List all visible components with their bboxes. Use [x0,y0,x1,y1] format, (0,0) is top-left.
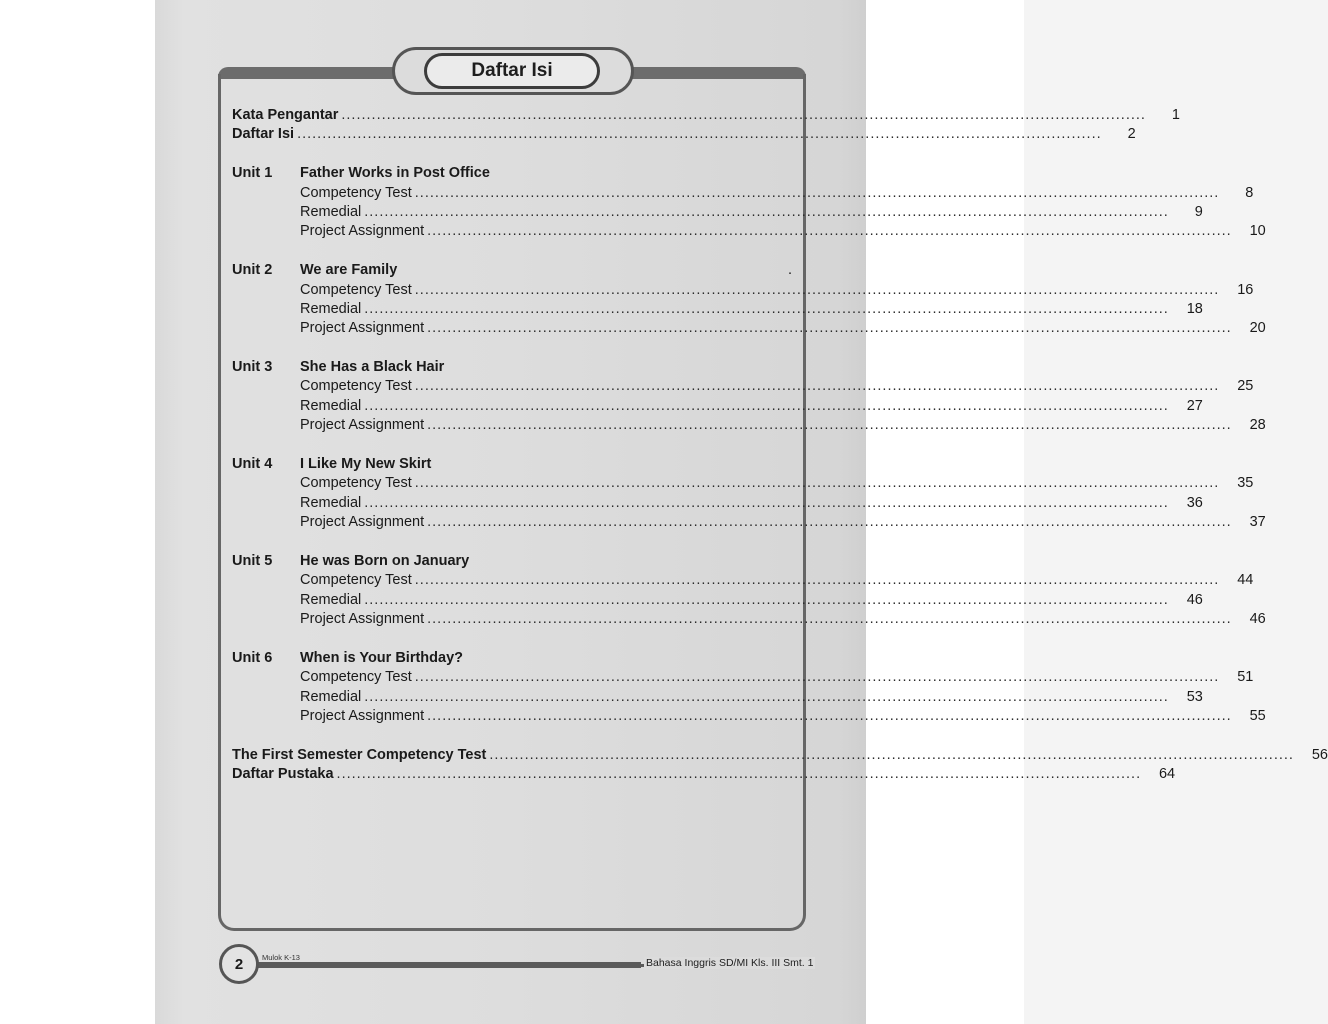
entry-title: Daftar Isi [232,126,295,143]
leader-dots: ................................................................................................................................................................ [414,281,1220,298]
leader-dots: ................................................................................................................................................................ [427,514,1232,531]
page-number: 64 [1158,766,1176,783]
page-number: 8 [1245,184,1254,201]
entry-title: The First Semester Competency Test [232,746,487,763]
entry-title: Competency Test [300,281,412,298]
toc-entry-front [232,106,1180,125]
unit-title: I Like My New Skirt [300,456,432,473]
toc-entry [232,591,1203,610]
toc-entry [232,377,1254,396]
entry-title: Project Assignment [300,417,425,434]
entry-title: Remedial [300,203,362,220]
unit-title: We are Family [300,262,398,279]
page-number: 25 [1237,378,1254,395]
toc-entry [232,610,1266,629]
entry-title: Competency Test [300,669,412,686]
entry-title: Project Assignment [300,611,425,628]
page-number: 53 [1186,688,1203,705]
page-number: 1 [1171,107,1180,123]
entry-title: Competency Test [300,572,412,589]
leader-dots: ................................................................................................................................................................ [427,611,1232,628]
toc-entry [232,281,1254,300]
unit-heading [232,455,792,474]
unit-label: Unit 1 [232,165,273,182]
entry-title: Remedial [300,300,362,317]
page-title: Daftar Isi [424,53,600,89]
toc-entry [232,513,1266,532]
entry-title: Kata Pengantar [232,107,339,123]
entry-title: Project Assignment [300,708,425,725]
left-margin [0,0,155,1024]
footer-rule [256,962,641,968]
page-number: 46 [1186,591,1203,608]
unit-heading [232,552,792,571]
unit-label: Unit 4 [232,456,273,473]
unit-marker: . [787,262,792,279]
leader-dots: ................................................................................................................................................................ [414,378,1220,395]
leader-dots: ................................................................................................................................................................ [364,300,1169,317]
toc-entry-back [232,765,1176,784]
leader-dots: ................................................................................................................................................................ [364,494,1169,511]
entry-title: Remedial [300,494,362,511]
toc-entry [232,184,1254,203]
page-number: 44 [1237,572,1254,589]
unit-label: Unit 6 [232,649,273,666]
unit-label: Unit 2 [232,262,273,279]
toc-entry [232,397,1203,416]
page-number: 56 [1311,746,1328,763]
unit-block [232,261,1266,339]
leader-dots: ................................................................................................................................................................ [414,572,1220,589]
page-number: 55 [1249,708,1266,725]
unit-block [232,649,1266,727]
footer-page-number: 2 [219,944,259,984]
unit-label: Unit 5 [232,552,273,569]
unit-title: He was Born on January [300,552,470,569]
footer-book-title: Bahasa Inggris SD/MI Kls. III Smt. 1 [646,957,814,969]
page-number: 9 [1194,203,1203,220]
toc-entry-back [232,746,1328,765]
page-number: 18 [1186,300,1203,317]
unit-block [232,552,1266,630]
unit-block [232,358,1266,436]
entry-title: Project Assignment [300,514,425,531]
unit-title: Father Works in Post Office [300,165,490,182]
leader-dots: ................................................................................................................................................................ [297,126,1102,143]
toc-entry [232,300,1203,319]
page-number: 36 [1186,494,1203,511]
toc-entry [232,571,1254,590]
toc-entry [232,494,1203,513]
toc-entry-front [232,125,1136,144]
leader-dots: ................................................................................................................................................................ [489,746,1294,763]
unit-heading [232,649,792,668]
page-number: 27 [1186,397,1203,414]
leader-dots: ................................................................................................................................................................ [364,688,1169,705]
page-number: 10 [1249,223,1266,240]
leader-dots: ................................................................................................................................................................ [414,669,1220,686]
leader-dots: ................................................................................................................................................................ [427,417,1232,434]
toc-entry [232,688,1203,707]
entry-title: Competency Test [300,378,412,395]
leader-dots: ................................................................................................................................................................ [427,708,1232,725]
footer-series: Mulok K-13 [262,953,300,962]
unit-marker [762,358,792,377]
page-number: 37 [1249,514,1266,531]
page-number: 46 [1249,611,1266,628]
leader-dots: ................................................................................................................................................................ [336,766,1142,783]
leader-dots: ................................................................................................................................................................ [364,203,1169,220]
page-number: 20 [1249,320,1266,337]
leader-dots: ................................................................................................................................................................ [427,223,1232,240]
unit-marker [762,455,792,474]
leader-dots: ................................................................................................................................................................ [414,475,1220,492]
page-number: 16 [1237,281,1254,298]
leader-dots: ................................................................................................................................................................ [364,591,1169,608]
entry-title: Remedial [300,397,362,414]
unit-label: Unit 3 [232,359,273,376]
toc-entry [232,222,1266,241]
unit-title: She Has a Black Hair [300,359,445,376]
unit-marker [762,164,792,183]
toc-entry [232,319,1266,338]
toc-entry [232,416,1266,435]
unit-marker [762,649,792,668]
entry-title: Daftar Pustaka [232,766,334,783]
leader-dots: ................................................................................................................................................................ [364,397,1169,414]
toc-entry [232,707,1266,726]
unit-heading [232,358,792,377]
leader-dots: ................................................................................................................................................................ [427,320,1232,337]
unit-heading [232,164,792,183]
unit-block [232,455,1266,533]
entry-title: Project Assignment [300,320,425,337]
unit-block [232,164,1266,242]
toc-entry [232,474,1254,493]
page-number: 35 [1237,475,1254,492]
leader-dots: ................................................................................................................................................................ [341,107,1146,123]
unit-marker [762,552,792,571]
leader-dots: ................................................................................................................................................................ [414,184,1220,201]
entry-title: Remedial [300,591,362,608]
toc-entry [232,668,1254,687]
toc-entry [232,203,1203,222]
unit-title: When is Your Birthday? [300,649,464,666]
entry-title: Remedial [300,688,362,705]
page-number: 2 [1127,126,1136,143]
entry-title: Competency Test [300,475,412,492]
page-number: 28 [1249,417,1266,434]
entry-title: Competency Test [300,184,412,201]
unit-heading [232,261,792,280]
table-of-contents [232,106,1328,785]
entry-title: Project Assignment [300,223,425,240]
page-number: 51 [1237,669,1254,686]
